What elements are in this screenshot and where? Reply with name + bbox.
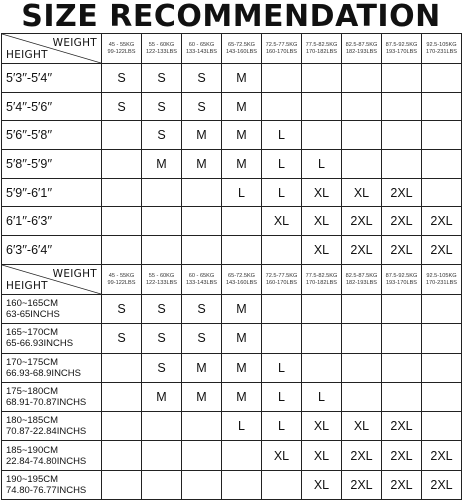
height-range-cell: 6′3′′-6′4′′ [2, 236, 102, 265]
size-cell [222, 236, 262, 265]
size-cell [302, 353, 342, 382]
imperial-header-row [2, 34, 462, 64]
height-range-cell [2, 295, 102, 324]
weight-column-header [222, 265, 262, 295]
size-cell: 2XL [382, 207, 422, 236]
weight-lbs: 182-193LBS [345, 279, 378, 286]
weight-column-header [182, 265, 222, 295]
size-cell [142, 412, 182, 441]
height-inches: 74.80-76.77INCHS [6, 484, 87, 496]
weight-lbs: 170-231LBS [425, 279, 458, 286]
size-cell: M [222, 295, 262, 324]
weight-column-header [142, 265, 182, 295]
size-cell [422, 64, 462, 93]
size-cell: XL [302, 412, 342, 441]
size-cell [142, 441, 182, 470]
size-cell: 2XL [342, 441, 382, 470]
size-cell [302, 295, 342, 324]
size-cell: L [262, 178, 302, 207]
size-cell [422, 121, 462, 150]
size-cell [382, 121, 422, 150]
size-cell [422, 295, 462, 324]
size-cell: L [262, 121, 302, 150]
size-cell [102, 207, 142, 236]
table-row [2, 353, 462, 382]
size-cell: 2XL [382, 178, 422, 207]
height-inches: 66.93-68.9INCHS [6, 367, 81, 379]
size-cell [102, 412, 142, 441]
weight-column-header [102, 265, 142, 295]
size-cell: XL [262, 207, 302, 236]
weight-lbs: 170-182LBS [305, 48, 338, 55]
size-cell: XL [342, 178, 382, 207]
weight-column-header [382, 34, 422, 64]
size-cell: 2XL [382, 236, 422, 265]
size-cell [222, 207, 262, 236]
size-cell: 2XL [422, 441, 462, 470]
size-cell [262, 470, 302, 499]
weight-lbs: 193-170LBS [385, 48, 418, 55]
size-cell: S [182, 324, 222, 353]
size-cell: L [262, 150, 302, 179]
size-cell: L [222, 178, 262, 207]
weight-column-header [302, 34, 342, 64]
size-cell [342, 92, 382, 121]
height-range-cell: 5′6′′-5′8′′ [2, 121, 102, 150]
size-cell [102, 121, 142, 150]
size-cell [102, 470, 142, 499]
table-row [2, 470, 462, 499]
size-cell: L [302, 150, 342, 179]
size-cell: S [102, 324, 142, 353]
height-cm: 165~170CM [6, 327, 59, 339]
weight-column-header [342, 34, 382, 64]
weight-kg: 87.5-92.5KG [385, 272, 418, 279]
height-inches: 22.84-74.80INCHS [6, 455, 87, 467]
height-range-cell [2, 353, 102, 382]
weight-column-header [182, 34, 222, 64]
weight-axis-label: WEIGHT [52, 268, 97, 280]
weight-kg: 72.5-77.5KG [265, 41, 298, 48]
size-cell: S [142, 92, 182, 121]
size-cell [342, 64, 382, 93]
weight-column-header [302, 265, 342, 295]
size-cell [102, 353, 142, 382]
size-cell [342, 150, 382, 179]
size-cell: XL [342, 412, 382, 441]
page-title: SIZE RECOMMENDATION [21, 0, 441, 34]
size-cell: 2XL [342, 470, 382, 499]
size-cell: M [142, 382, 182, 411]
table-row [2, 150, 462, 179]
weight-column-header [222, 34, 262, 64]
size-cell [262, 64, 302, 93]
weight-kg: 45 - 55KG [108, 272, 135, 279]
size-cell [262, 236, 302, 265]
size-cell [302, 64, 342, 93]
height-range-cell: 5′9′′-6′1′′ [2, 178, 102, 207]
weight-lbs: 143-160LBS [225, 279, 258, 286]
size-cell: M [182, 121, 222, 150]
table-row [2, 92, 462, 121]
weight-kg: 82.5-87.5KG [345, 41, 378, 48]
size-cell: S [142, 295, 182, 324]
height-inches: 68.91-70.87INCHS [6, 397, 87, 409]
size-cell [142, 470, 182, 499]
weight-lbs: 193-170LBS [385, 279, 418, 286]
height-range-cell: 5′4′′-5′6′′ [2, 92, 102, 121]
size-cell [342, 295, 382, 324]
weight-kg: 60 - 65KG [188, 272, 215, 279]
weight-column-header [342, 265, 382, 295]
weight-column-header [142, 34, 182, 64]
weight-column-header [102, 34, 142, 64]
height-cm: 190~195CM [6, 473, 59, 485]
height-range-cell [2, 470, 102, 499]
size-cell: L [262, 382, 302, 411]
weight-lbs: 122-133LBS [145, 48, 178, 55]
imperial-corner-header [2, 34, 102, 64]
size-cell [422, 353, 462, 382]
size-cell [382, 353, 422, 382]
size-cell: L [262, 412, 302, 441]
weight-lbs: 99-122LBS [107, 48, 136, 55]
size-cell [222, 441, 262, 470]
size-cell [182, 412, 222, 441]
size-cell [102, 150, 142, 179]
weight-column-header [382, 265, 422, 295]
weight-lbs: 182-193LBS [345, 48, 378, 55]
size-cell [382, 382, 422, 411]
size-cell [302, 121, 342, 150]
size-cell [382, 150, 422, 179]
height-axis-label: HEIGHT [6, 49, 48, 61]
metric-header-row [2, 265, 462, 295]
size-cell [142, 236, 182, 265]
metric-size-table [1, 264, 462, 500]
height-range-cell [2, 382, 102, 411]
size-cell: S [142, 64, 182, 93]
height-range-cell [2, 441, 102, 470]
metric-size-table-wrap [1, 264, 461, 500]
height-range-cell [2, 324, 102, 353]
size-cell [382, 92, 422, 121]
size-cell [342, 121, 382, 150]
size-cell: 2XL [422, 207, 462, 236]
table-row [2, 207, 462, 236]
table-row [2, 295, 462, 324]
size-cell: 2XL [342, 236, 382, 265]
table-row [2, 441, 462, 470]
size-cell: 2XL [422, 236, 462, 265]
size-cell [342, 382, 382, 411]
size-cell: XL [302, 236, 342, 265]
weight-axis-label: WEIGHT [52, 37, 97, 49]
table-row [2, 236, 462, 265]
size-cell: S [182, 92, 222, 121]
size-cell [422, 412, 462, 441]
weight-kg: 55 - 60KG [148, 272, 175, 279]
size-cell: S [182, 64, 222, 93]
size-cell [222, 470, 262, 499]
height-cm: 180~185CM [6, 415, 59, 427]
size-cell: 2XL [382, 470, 422, 499]
size-cell: S [102, 92, 142, 121]
size-cell [422, 382, 462, 411]
table-row [2, 324, 462, 353]
table-row [2, 121, 462, 150]
size-cell [422, 92, 462, 121]
weight-lbs: 143-160LBS [225, 48, 258, 55]
weight-column-header [422, 34, 462, 64]
size-cell [182, 236, 222, 265]
size-cell [342, 353, 382, 382]
weight-kg: 65-72.5KG [227, 272, 256, 279]
size-cell: XL [302, 441, 342, 470]
size-cell: XL [302, 207, 342, 236]
height-cm: 170~175CM [6, 356, 59, 368]
height-range-cell: 5′8′′-5′9′′ [2, 150, 102, 179]
imperial-size-table-wrap [1, 33, 461, 265]
size-cell: 2XL [422, 470, 462, 499]
weight-column-header [262, 265, 302, 295]
size-cell [422, 324, 462, 353]
size-cell [342, 324, 382, 353]
size-cell [262, 295, 302, 324]
size-cell [302, 92, 342, 121]
size-cell: M [222, 324, 262, 353]
weight-lbs: 133-143LBS [185, 279, 218, 286]
weight-kg: 77.5-82.5KG [305, 272, 338, 279]
weight-kg: 72.5-77.5KG [265, 272, 298, 279]
table-row [2, 412, 462, 441]
size-cell: M [182, 382, 222, 411]
size-cell: L [262, 353, 302, 382]
size-cell: M [222, 121, 262, 150]
size-cell: S [102, 295, 142, 324]
height-inches: 63-65INCHS [6, 309, 60, 321]
size-cell [382, 64, 422, 93]
imperial-size-table [1, 33, 462, 265]
metric-corner-header [2, 265, 102, 295]
table-row [2, 64, 462, 93]
size-cell [182, 470, 222, 499]
weight-kg: 92.5-105KG [426, 272, 457, 279]
size-cell [182, 207, 222, 236]
size-cell: L [302, 382, 342, 411]
size-cell [422, 150, 462, 179]
size-cell: 2XL [382, 412, 422, 441]
size-cell [182, 178, 222, 207]
weight-kg: 65-72.5KG [227, 41, 256, 48]
size-cell: M [142, 150, 182, 179]
weight-lbs: 99-122LBS [107, 279, 136, 286]
size-cell [102, 382, 142, 411]
height-inches: 70.87-22.84INCHS [6, 426, 87, 438]
weight-kg: 55 - 60KG [148, 41, 175, 48]
size-cell: 2XL [382, 441, 422, 470]
size-cell: M [182, 353, 222, 382]
size-cell [262, 324, 302, 353]
size-cell: M [182, 150, 222, 179]
weight-kg: 82.5-87.5KG [345, 272, 378, 279]
weight-lbs: 133-143LBS [185, 48, 218, 55]
size-cell: S [102, 64, 142, 93]
size-cell [302, 324, 342, 353]
weight-column-header [262, 34, 302, 64]
size-cell: M [222, 64, 262, 93]
size-cell: XL [262, 441, 302, 470]
weight-lbs: 160-170LBS [265, 279, 298, 286]
height-range-cell: 5′3′′-5′4′′ [2, 64, 102, 93]
size-cell: S [142, 324, 182, 353]
weight-lbs: 160-170LBS [265, 48, 298, 55]
height-range-cell [2, 412, 102, 441]
size-cell: XL [302, 470, 342, 499]
size-cell [382, 324, 422, 353]
height-range-cell: 6′1′′-6′3′′ [2, 207, 102, 236]
weight-lbs: 122-133LBS [145, 279, 178, 286]
weight-kg: 45 - 55KG [108, 41, 135, 48]
table-row [2, 382, 462, 411]
size-cell [422, 178, 462, 207]
weight-column-header [422, 265, 462, 295]
size-cell: M [222, 382, 262, 411]
size-cell [102, 441, 142, 470]
size-cell [262, 92, 302, 121]
height-axis-label: HEIGHT [6, 280, 48, 292]
size-cell: M [222, 353, 262, 382]
height-inches: 65-66.93INCHS [6, 338, 74, 350]
size-cell: M [222, 150, 262, 179]
size-cell [142, 207, 182, 236]
size-cell [102, 178, 142, 207]
size-cell: M [222, 92, 262, 121]
height-cm: 175~180CM [6, 386, 59, 398]
size-cell: S [142, 353, 182, 382]
weight-kg: 87.5-92.5KG [385, 41, 418, 48]
table-row [2, 178, 462, 207]
size-cell: S [182, 295, 222, 324]
weight-kg: 92.5-105KG [426, 41, 457, 48]
size-cell: S [142, 121, 182, 150]
height-cm: 160~165CM [6, 298, 59, 310]
weight-kg: 60 - 65KG [188, 41, 215, 48]
size-cell [142, 178, 182, 207]
weight-lbs: 170-231LBS [425, 48, 458, 55]
weight-kg: 77.5-82.5KG [305, 41, 338, 48]
height-cm: 185~190CM [6, 444, 59, 456]
size-cell [182, 441, 222, 470]
size-cell: XL [302, 178, 342, 207]
size-cell: 2XL [342, 207, 382, 236]
weight-lbs: 170-182LBS [305, 279, 338, 286]
size-cell [382, 295, 422, 324]
size-cell [102, 236, 142, 265]
size-cell: L [222, 412, 262, 441]
